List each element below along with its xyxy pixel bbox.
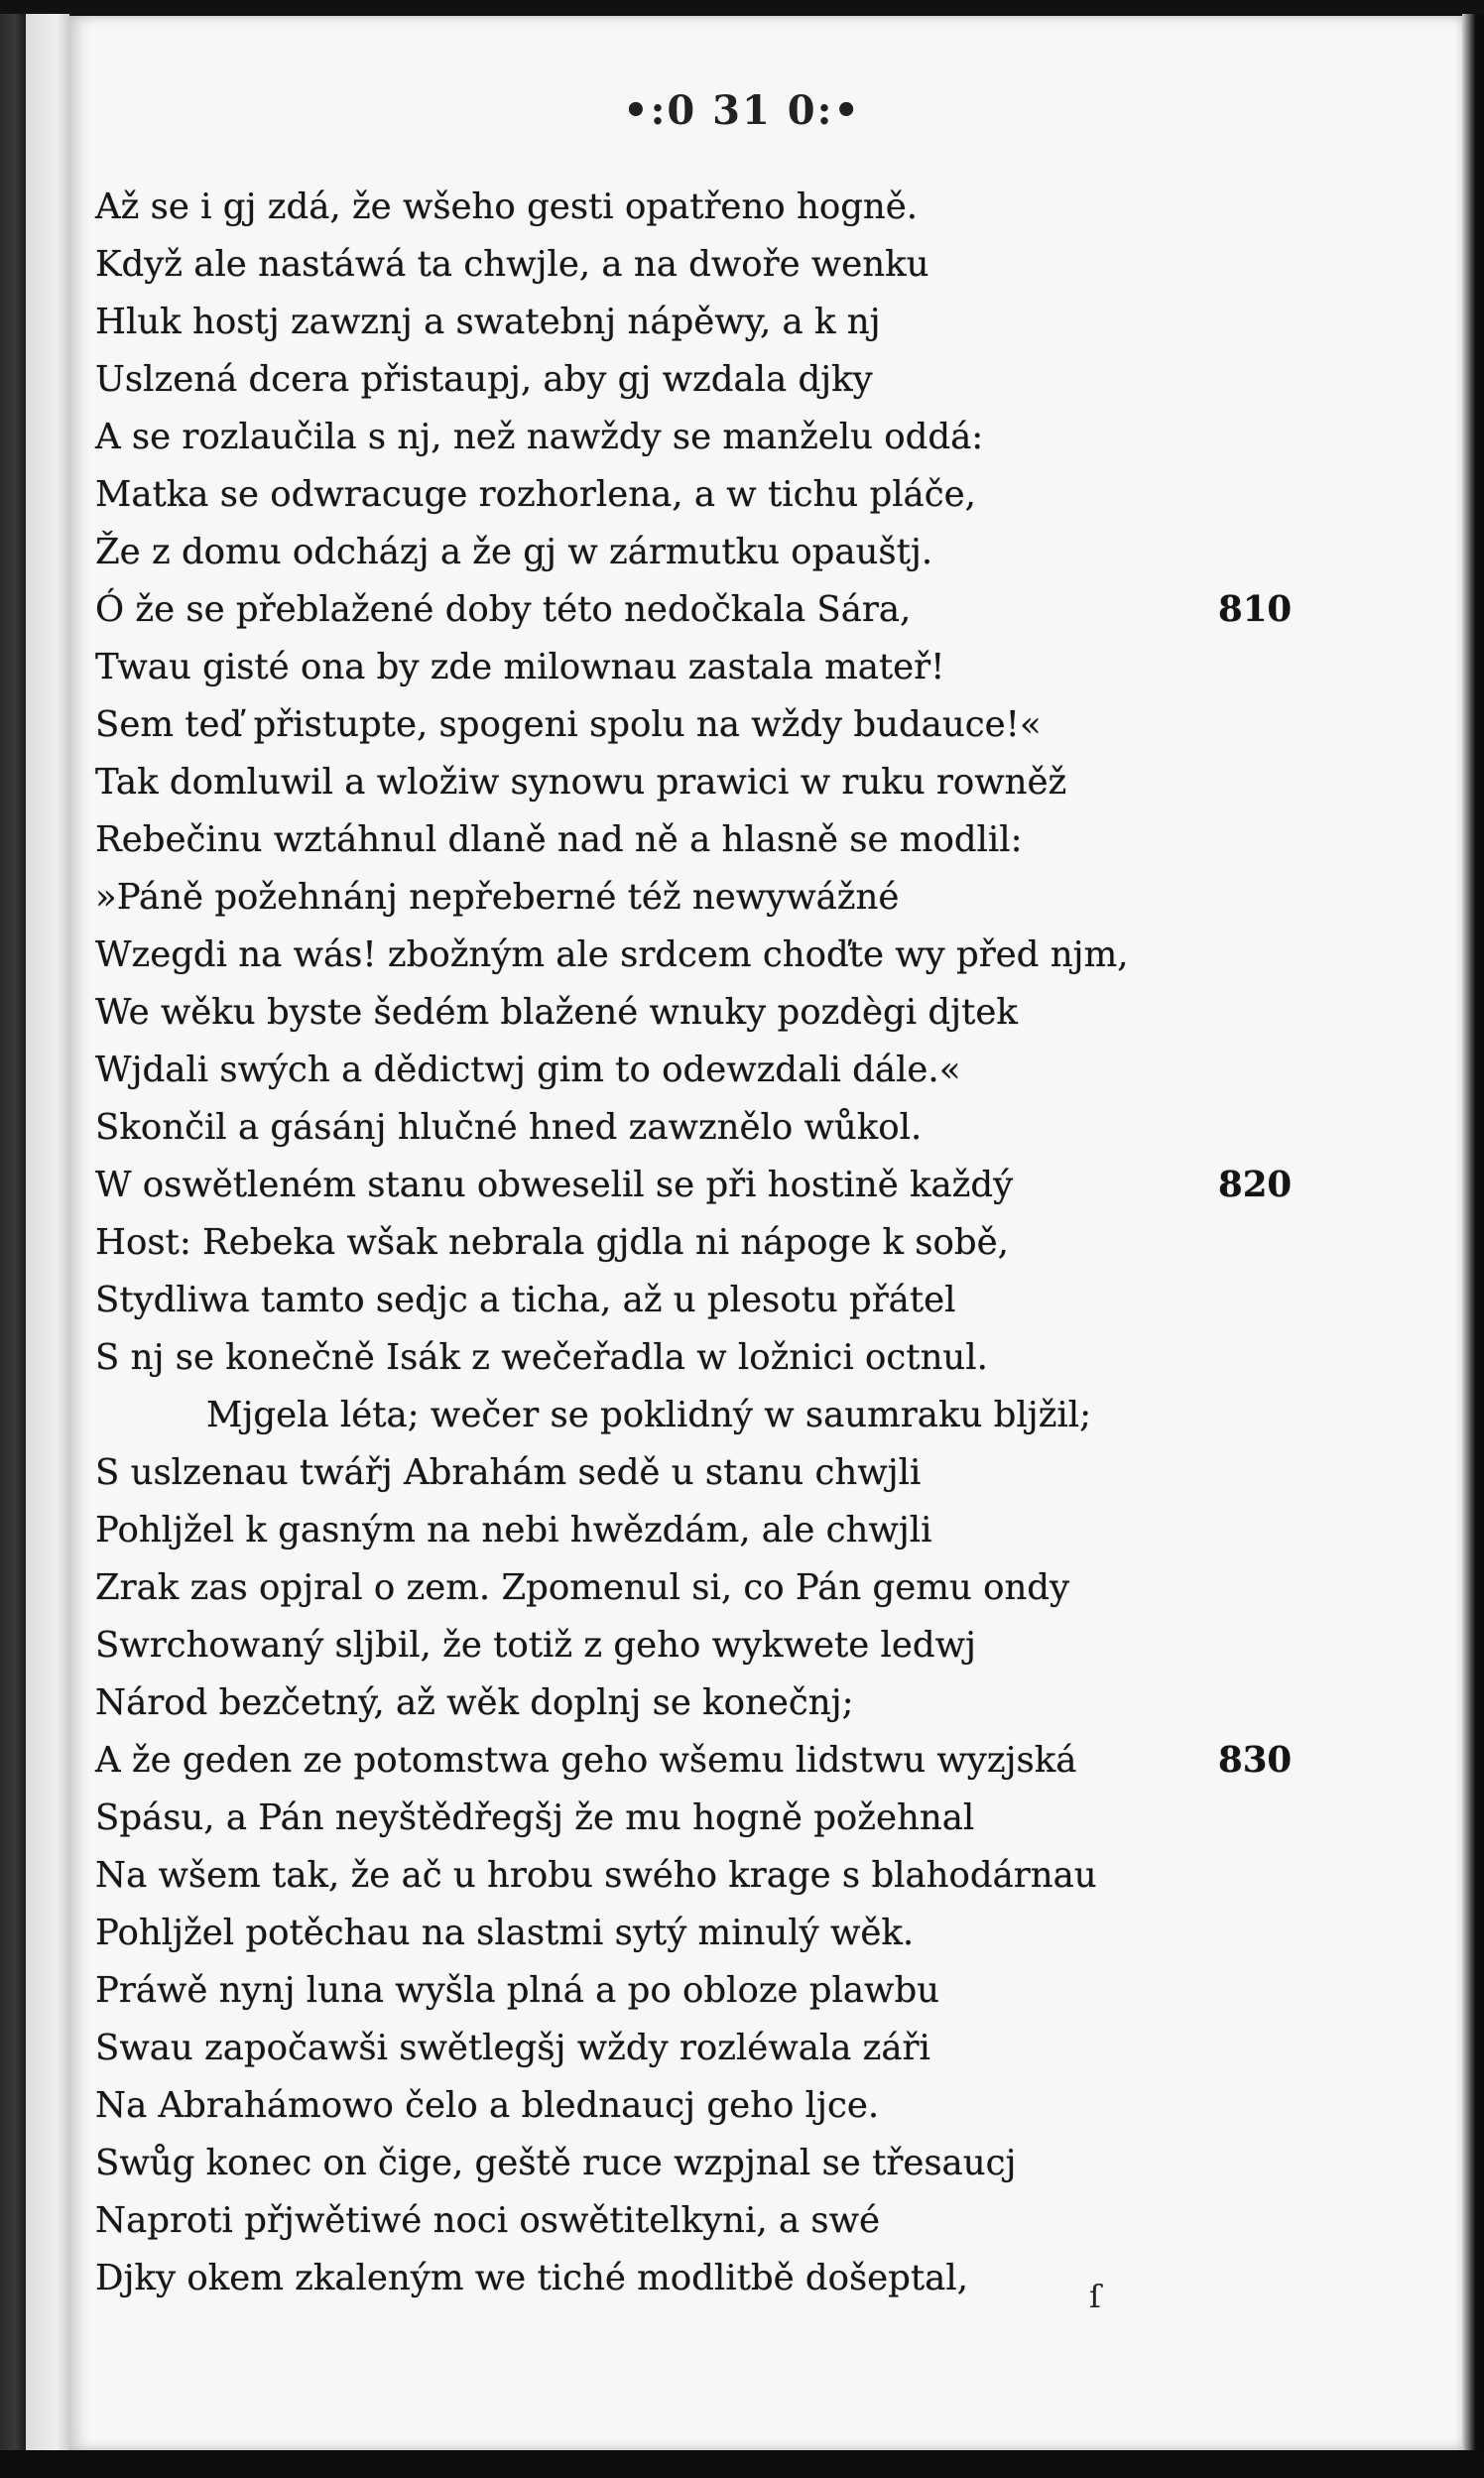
line-number: 810	[1218, 589, 1293, 630]
poem-line-text: Když ale nastáwá ta chwjle, a na dwoře wenku	[95, 244, 929, 285]
poem-line-text: Rebečinu wztáhnul dlaně nad ně a hlasně se modlil:	[95, 819, 1023, 860]
poem-line-text: We wěku byste šedém blažené wnuky pozdègi djtek	[95, 992, 1018, 1033]
line-number: 830	[1218, 1740, 1293, 1781]
poem-line-text: Mjgela léta; wečer se poklidný w saumraku bljžil;	[206, 1395, 1092, 1435]
poem-line-text: A že geden ze potomstwa geho wšemu lidstwu wyzjská	[95, 1740, 1077, 1781]
scan-top-border	[0, 0, 1484, 14]
poem-text-block	[95, 179, 1325, 2307]
poem-line	[95, 1905, 1325, 1962]
poem-line-text: S nj se konečně Isák z wečeřadla w ložnici octnul.	[95, 1337, 988, 1378]
poem-line	[95, 1790, 1325, 1847]
poem-line-text: Národ bezčetný, až wěk doplnj se konečnj;	[95, 1682, 854, 1723]
poem-line-text: Swrchowaný sljbil, že totiž z geho wykwete ledwj	[95, 1625, 977, 1666]
poem-line-text: Wzegdi na wás! zbožným ale srdcem choďte wy před njm,	[95, 934, 1129, 975]
poem-line-text: Swůg konec on čige, geště ruce wzpjnal se třesaucj	[95, 2143, 1017, 2183]
poem-line-text: Na wšem tak, že ač u hrobu swého krage s blahodárnau	[95, 1855, 1097, 1896]
poem-line	[95, 1042, 1325, 1099]
poem-line	[95, 869, 1325, 927]
poem-line-text: Na Abrahámowo čelo a blednaucj geho ljce.	[95, 2085, 880, 2126]
poem-line	[95, 2250, 1325, 2307]
scan-bottom-border	[0, 2450, 1484, 2478]
poem-line-text: Že z domu odcházj a že gj w zármutku opauštj.	[95, 532, 933, 572]
poem-line-text: Twau gisté ona by zde milownau zastala mateř!	[95, 647, 945, 687]
poem-line	[95, 1157, 1325, 1214]
poem-line	[95, 1387, 1325, 1444]
poem-line	[95, 2135, 1325, 2192]
poem-line	[95, 179, 1325, 236]
poem-line	[95, 1214, 1325, 1272]
poem-line	[95, 1444, 1325, 1502]
poem-line-text: »Páně požehnánj nepřeberné též newywážné	[95, 877, 900, 918]
poem-line	[95, 1559, 1325, 1617]
poem-line-text: Matka se odwracuge rozhorlena, a w tichu pláče,	[95, 474, 976, 515]
poem-line-text: Pohljžel k gasným na nebi hwězdám, ale chwjli	[95, 1510, 932, 1550]
poem-line	[95, 1272, 1325, 1329]
poem-line	[95, 754, 1325, 811]
poem-line	[95, 2192, 1325, 2250]
poem-line	[95, 1962, 1325, 2020]
poem-line	[95, 639, 1325, 696]
poem-line-text: Skončil a gásánj hlučné hned zawznělo wůkol.	[95, 1107, 923, 1148]
poem-line-text: Tak domluwil a wložiw synowu prawici w ruku rowněž	[95, 762, 1067, 803]
poem-line-text: Djky okem zkaleným we tiché modlitbě došeptal,	[95, 2258, 968, 2298]
scan-right-edge	[1462, 0, 1484, 2478]
poem-line	[95, 1099, 1325, 1157]
poem-line	[95, 927, 1325, 984]
poem-line	[95, 1732, 1325, 1790]
catchword: ſ	[1089, 2278, 1101, 2315]
page-number-header: •:0 31 0:•	[623, 87, 861, 134]
poem-line-text: S uslzenau twářj Abrahám sedě u stanu chwjli	[95, 1452, 922, 1493]
poem-line-text: Spásu, a Pán neyštědřegšj že mu hogně požehnal	[95, 1797, 975, 1838]
poem-line	[95, 2020, 1325, 2077]
poem-line	[95, 811, 1325, 869]
poem-line	[95, 466, 1325, 524]
poem-line-text: Ó že se přeblažené doby této nedočkala Sára,	[95, 589, 912, 630]
poem-line	[95, 696, 1325, 754]
poem-line	[95, 2077, 1325, 2135]
poem-line-text: Práwě nynj luna wyšla plná a po obloze plawbu	[95, 1970, 940, 2011]
poem-line-text: Pohljžel potěchau na slastmi sytý minulý wěk.	[95, 1913, 915, 1953]
poem-line	[95, 1674, 1325, 1732]
poem-line-text: Swau započawši swětlegšj wždy rozléwala záři	[95, 2028, 930, 2068]
poem-line-text: Naproti přjwětiwé noci oswětitelkyni, a swé	[95, 2200, 881, 2241]
poem-line	[95, 294, 1325, 351]
poem-line	[95, 524, 1325, 581]
scan-left-strip	[0, 0, 26, 2478]
line-number: 820	[1218, 1165, 1293, 1205]
poem-line-text: Zrak zas opjral o zem. Zpomenul si, co Pán gemu ondy	[95, 1567, 1070, 1608]
poem-line-text: Hluk hostj zawznj a swatebnj nápěwy, a k nj	[95, 302, 881, 342]
poem-line-text: Stydliwa tamto sedjc a ticha, až u plesotu přátel	[95, 1280, 956, 1320]
poem-line-text: Wjdali swých a dědictwj gim to odewzdali dále.«	[95, 1050, 961, 1090]
poem-line	[95, 1847, 1325, 1905]
poem-line	[95, 1329, 1325, 1387]
poem-line	[95, 984, 1325, 1042]
previous-page-edge	[26, 10, 69, 2450]
poem-line-text: Až se i gj zdá, že wšeho gesti opatřeno hogně.	[95, 186, 919, 227]
poem-line	[95, 409, 1325, 466]
poem-line-text: Host: Rebeka wšak nebrala gjdla ni nápoge k sobě,	[95, 1222, 1009, 1263]
poem-line-text: W oswětleném stanu obweselil se při hostině každý	[95, 1165, 1014, 1205]
poem-line	[95, 1502, 1325, 1559]
poem-line	[95, 581, 1325, 639]
poem-line-text: Sem teď přistupte, spogeni spolu na wždy budauce!«	[95, 704, 1042, 745]
poem-line-text: Uslzená dcera přistaupj, aby gj wzdala djky	[95, 359, 873, 400]
poem-line	[95, 1617, 1325, 1674]
poem-line	[95, 351, 1325, 409]
poem-line-text: A se rozlaučila s nj, než nawždy se manželu oddá:	[95, 417, 984, 457]
poem-line	[95, 236, 1325, 294]
